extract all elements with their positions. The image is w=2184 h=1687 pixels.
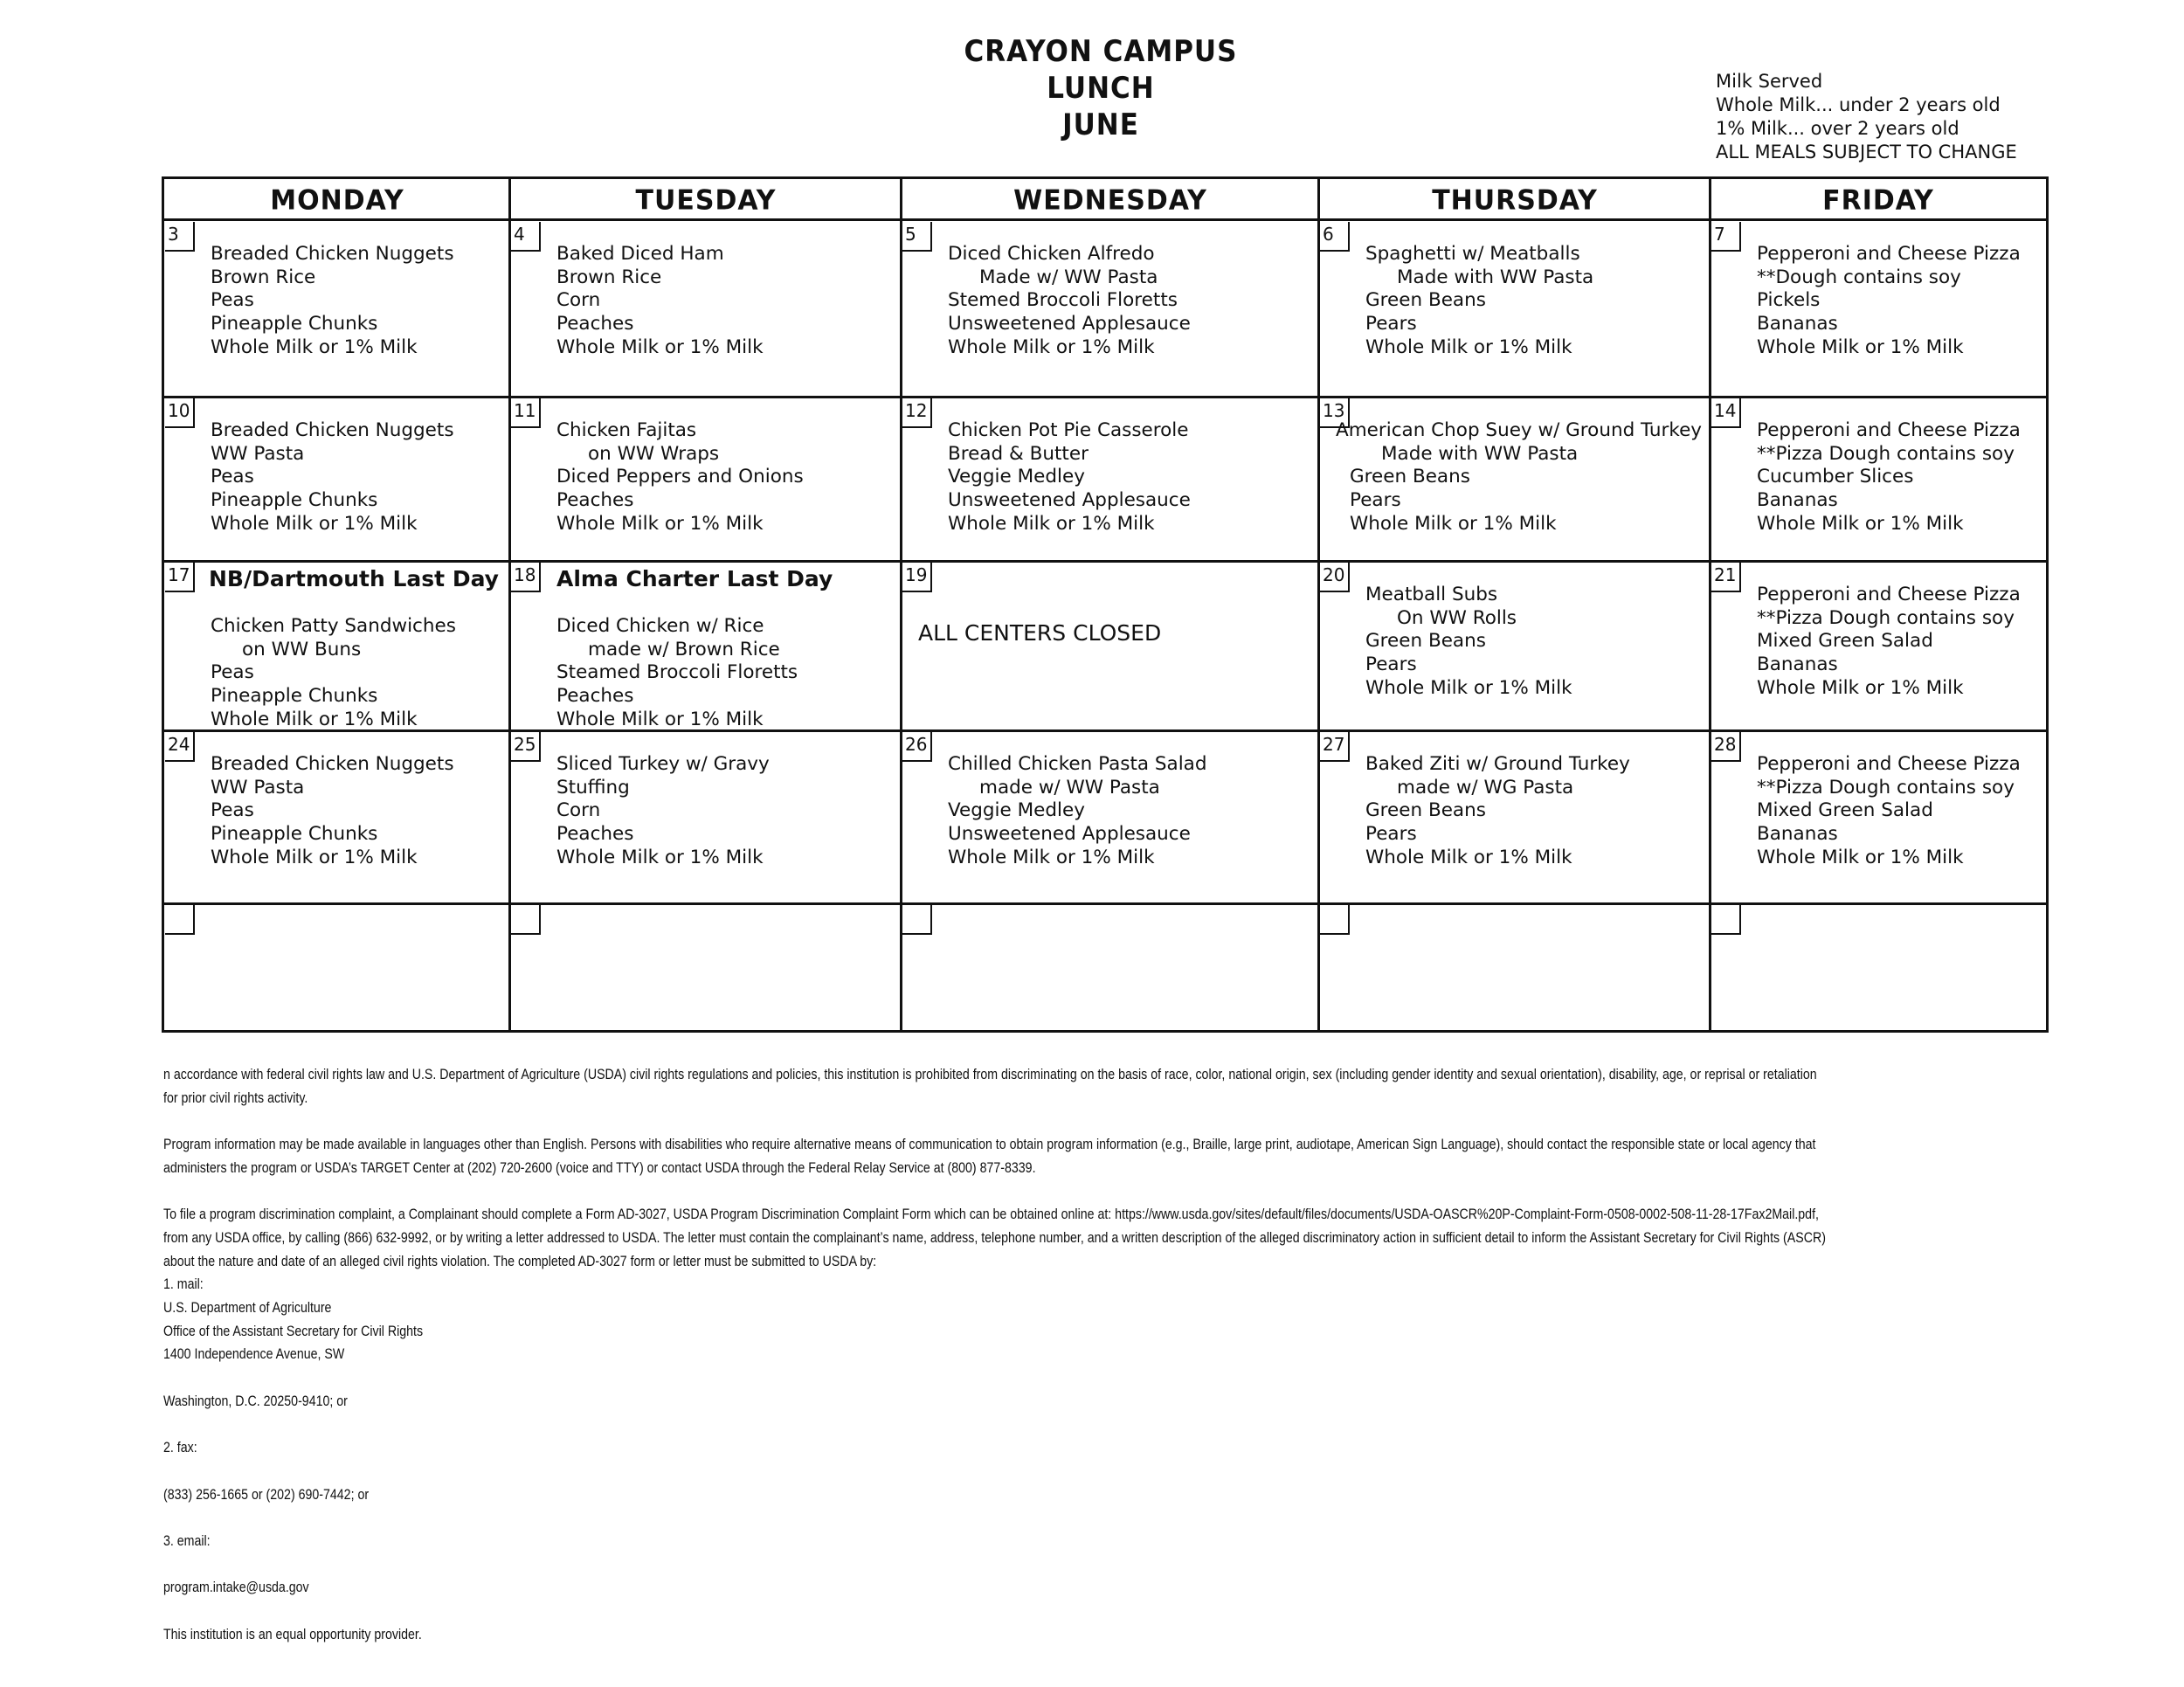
legal-line: from any USDA office, by calling (866) 632-9992, or by writing a letter addressed to USDA. The letter must contain the complainant’s name, address, telephone number, and a written description of the alleged discriminatory action in sufficient detail to inform the Assistant Secretary for Civil Rights (ASCR) <box>163 1229 1826 1246</box>
date-number: 19 <box>902 563 932 592</box>
weekday-header-friday: FRIDAY <box>1822 183 1934 217</box>
menu-item: Made with WW Pasta <box>1397 266 1594 288</box>
date-number <box>1711 905 1741 935</box>
day-cell <box>511 398 901 561</box>
last-day-note: Alma Charter Last Day <box>556 566 833 591</box>
menu-item: **Pizza Dough contains soy <box>1757 442 2015 465</box>
menu-item: Peaches <box>556 313 634 335</box>
menu-item: Chilled Chicken Pasta Salad <box>948 753 1207 775</box>
menu-item: Pears <box>1365 653 1417 676</box>
menu-item: Stemed Broccoli Floretts <box>948 289 1178 312</box>
menu-item: Pepperoni and Cheese Pizza <box>1757 584 2021 605</box>
day-cell <box>902 563 1318 730</box>
menu-item: Peaches <box>556 489 634 512</box>
menu-item: Meatball Subs <box>1365 584 1498 605</box>
menu-item: Unsweetened Applesauce <box>948 823 1191 846</box>
day-cell <box>1711 222 2045 397</box>
menu-list <box>1757 753 2021 870</box>
menu-item: Pears <box>1365 823 1417 846</box>
menu-item: Whole Milk or 1% Milk <box>1350 512 1557 535</box>
day-cell <box>511 732 901 903</box>
menu-item: Green Beans <box>1365 630 1486 653</box>
menu-item: Whole Milk or 1% Milk <box>556 335 764 358</box>
day-cell <box>902 905 1318 1029</box>
day-cell <box>165 732 509 903</box>
menu-list <box>556 243 764 360</box>
menu-item: Bananas <box>1757 823 1838 846</box>
date-number: 26 <box>902 732 932 762</box>
day-cell <box>165 905 509 1029</box>
day-cell <box>902 398 1318 561</box>
menu-item: WW Pasta <box>211 776 305 799</box>
legal-line: administers the program or USDA’s TARGET Center at (202) 720-2600 (voice and TTY) or contact USDA through the Federal Relay Service at (800) 877-8339. <box>163 1159 1036 1176</box>
milk-info-heading: Milk Served <box>1716 71 1823 92</box>
menu-list <box>1365 243 1593 360</box>
menu-item: Unsweetened Applesauce <box>948 313 1191 335</box>
legal-mail-city: Washington, D.C. 20250-9410; or <box>163 1393 348 1409</box>
day-cell <box>1711 563 2045 730</box>
menu-item: Brown Rice <box>556 266 662 288</box>
menu-list <box>948 753 1207 870</box>
last-day-note: NB/Dartmouth Last Day <box>209 566 499 591</box>
title-line-meal: LUNCH <box>1047 71 1155 106</box>
legal-line: U.S. Department of Agriculture <box>163 1300 332 1316</box>
legal-line: n accordance with federal civil rights law and U.S. Department of Agriculture (USDA) civil rights regulations and policies, this institution is prohibited from discriminating on the basis of race, color, national origin, sex (including gender identity and sexual orientation), disability, age, or reprisal or retaliation <box>163 1067 1817 1082</box>
menu-item: Breaded Chicken Nuggets <box>211 243 454 265</box>
menu-item: Whole Milk or 1% Milk <box>556 708 764 730</box>
menu-list <box>556 753 770 870</box>
menu-item: Chicken Patty Sandwiches <box>211 615 456 637</box>
day-cell <box>1320 222 1710 397</box>
date-number: 12 <box>902 398 932 428</box>
date-number <box>511 905 541 935</box>
menu-item: on WW Buns <box>242 638 362 660</box>
legal-fax-numbers: (833) 256-1665 or (202) 690-7442; or <box>163 1486 370 1503</box>
date-number: 20 <box>1320 563 1350 592</box>
date-number: 14 <box>1711 398 1741 428</box>
day-cell <box>165 398 509 561</box>
weekday-header-row <box>164 179 2046 221</box>
menu-item: Chicken Pot Pie Casserole <box>948 419 1189 441</box>
milk-info-whole: Whole Milk... under 2 years old <box>1716 94 2001 115</box>
menu-item: Breaded Chicken Nuggets <box>211 419 454 441</box>
menu-item: Peaches <box>556 823 634 846</box>
day-cell <box>511 222 901 397</box>
legal-line: for prior civil rights activity. <box>163 1089 308 1106</box>
menu-item: Pineapple Chunks <box>211 313 378 335</box>
date-number: 18 <box>511 563 541 592</box>
menu-item: Whole Milk or 1% Milk <box>1365 335 1572 358</box>
menu-item: Baked Diced Ham <box>556 243 724 265</box>
menu-list <box>1336 419 1703 536</box>
menu-item: Peas <box>211 799 254 822</box>
menu-item: Steamed Broccoli Floretts <box>556 661 798 684</box>
date-number: 4 <box>511 222 541 252</box>
legal-line: To file a program discrimination complaint, a Complainant should complete a Form AD-3027, USDA Program Discrimination Complaint Form which can be obtained online at: https://www.usda.gov/sites/default/files/documents/USDA-OASCR%20P-Complaint-Form-0508-0002-508-11-28-17Fax2Mail.pdf, <box>163 1206 1819 1223</box>
menu-item: Cucumber Slices <box>1757 466 1914 488</box>
date-number: 3 <box>165 222 195 252</box>
day-cell <box>902 732 1318 903</box>
day-cell <box>165 563 509 730</box>
menu-item: On WW Rolls <box>1397 606 1517 629</box>
legal-email-label: 3. email: <box>163 1532 211 1549</box>
menu-item: Peaches <box>556 685 634 708</box>
weekday-header-monday: MONDAY <box>270 183 404 217</box>
menu-item: Made w/ WW Pasta <box>979 266 1158 288</box>
menu-list <box>211 615 456 732</box>
menu-item: Peas <box>211 466 254 488</box>
date-number: 27 <box>1320 732 1350 762</box>
menu-item: Whole Milk or 1% Milk <box>211 708 418 730</box>
menu-item: WW Pasta <box>211 442 305 465</box>
day-cell <box>1320 905 1710 1029</box>
menu-item: Diced Chicken w/ Rice <box>556 615 764 637</box>
date-number: 7 <box>1711 222 1741 252</box>
menu-item: Green Beans <box>1365 799 1486 822</box>
menu-item: Brown Rice <box>211 266 316 288</box>
menu-item: **Pizza Dough contains soy <box>1757 606 2015 629</box>
menu-item: Baked Ziti w/ Ground Turkey <box>1365 753 1630 775</box>
date-number: 11 <box>511 398 541 428</box>
date-number: 13 <box>1320 398 1350 428</box>
menu-list <box>948 419 1191 536</box>
menu-item: Bananas <box>1757 653 1838 676</box>
day-cell <box>1320 732 1710 903</box>
menu-item: Peas <box>211 289 254 312</box>
menu-list <box>211 419 454 536</box>
menu-item: made w/ Brown Rice <box>588 638 780 660</box>
menu-item: Bananas <box>1757 313 1838 335</box>
menu-item: Corn <box>556 289 601 312</box>
menu-list <box>211 243 454 360</box>
menu-item: Whole Milk or 1% Milk <box>948 335 1155 358</box>
date-number: 6 <box>1320 222 1350 252</box>
menu-item: Veggie Medley <box>948 466 1085 488</box>
menu-list <box>1365 753 1630 870</box>
date-number <box>165 905 195 935</box>
weekday-header-wednesday: WEDNESDAY <box>1013 183 1207 217</box>
menu-item: Whole Milk or 1% Milk <box>1757 335 1964 358</box>
legal-closing: This institution is an equal opportunity provider. <box>163 1626 422 1642</box>
date-number: 21 <box>1711 563 1741 592</box>
menu-item: Chicken Fajitas <box>556 419 697 441</box>
menu-item: Pineapple Chunks <box>211 489 378 512</box>
day-cell <box>511 563 901 730</box>
menu-item: Mixed Green Salad <box>1757 630 1933 653</box>
day-cell <box>165 222 509 397</box>
milk-info-disclaimer: ALL MEALS SUBJECT TO CHANGE <box>1716 142 2017 162</box>
legal-line: about the nature and date of an alleged civil rights violation. The completed AD-3027 form or letter must be submitted to USDA by: <box>163 1253 877 1269</box>
milk-info <box>1716 70 2017 164</box>
menu-item: Whole Milk or 1% Milk <box>211 846 418 868</box>
legal-email-address: program.intake@usda.gov <box>163 1580 309 1596</box>
menu-item: Veggie Medley <box>948 799 1085 822</box>
date-number: 10 <box>165 398 195 428</box>
menu-item: Green Beans <box>1350 466 1470 488</box>
menu-item: Pears <box>1350 489 1401 512</box>
menu-list <box>1757 419 2021 536</box>
weekday-header-thursday: THURSDAY <box>1432 183 1598 217</box>
milk-info-one-percent: 1% Milk... over 2 years old <box>1716 118 1959 139</box>
menu-item: Whole Milk or 1% Milk <box>948 846 1155 868</box>
menu-item: Mixed Green Salad <box>1757 799 1933 822</box>
menu-item: Pepperoni and Cheese Pizza <box>1757 419 2021 441</box>
weekday-header-tuesday: TUESDAY <box>635 183 777 217</box>
legal-line: Office of the Assistant Secretary for Civil Rights <box>163 1323 424 1339</box>
menu-item: Whole Milk or 1% Milk <box>1757 512 1964 535</box>
day-cell <box>1320 398 1710 561</box>
menu-item: Pepperoni and Cheese Pizza <box>1757 753 2021 775</box>
menu-item: Spaghetti w/ Meatballs <box>1365 243 1580 265</box>
menu-item: Pineapple Chunks <box>211 823 378 846</box>
menu-list <box>556 419 804 536</box>
menu-item: **Dough contains soy <box>1757 266 1961 288</box>
date-number: 25 <box>511 732 541 762</box>
date-number <box>902 905 932 935</box>
day-cell <box>511 905 901 1029</box>
menu-list <box>1365 584 1572 701</box>
closed-notice: ALL CENTERS CLOSED <box>918 620 1162 646</box>
menu-item: **Pizza Dough contains soy <box>1757 776 2015 799</box>
title-line-month: JUNE <box>1062 107 1139 142</box>
menu-item: Pickels <box>1757 289 1821 312</box>
menu-item: on WW Wraps <box>588 442 720 465</box>
menu-list <box>211 753 454 870</box>
menu-item: Stuffing <box>556 776 630 799</box>
date-number: 5 <box>902 222 932 252</box>
menu-item: Whole Milk or 1% Milk <box>211 512 418 535</box>
title-line-school: CRAYON CAMPUS <box>964 34 1238 69</box>
menu-item: Bread & Butter <box>948 442 1089 465</box>
menu-item: Pepperoni and Cheese Pizza <box>1757 243 2021 265</box>
menu-calendar <box>162 176 2049 1033</box>
menu-item: Diced Peppers and Onions <box>556 466 804 488</box>
legal-fax-label: 2. fax: <box>163 1440 197 1456</box>
menu-item: Sliced Turkey w/ Gravy <box>556 753 770 775</box>
menu-title <box>874 33 1328 143</box>
menu-list <box>1757 584 2021 701</box>
menu-item: Bananas <box>1757 489 1838 512</box>
menu-item: Whole Milk or 1% Milk <box>1365 846 1572 868</box>
date-number <box>1320 905 1350 935</box>
menu-item: Whole Milk or 1% Milk <box>556 512 764 535</box>
menu-item: Pears <box>1365 313 1417 335</box>
menu-item: Pineapple Chunks <box>211 685 378 708</box>
menu-list <box>1757 243 2021 360</box>
menu-list <box>948 243 1191 360</box>
menu-item: Corn <box>556 799 601 822</box>
menu-item: Whole Milk or 1% Milk <box>556 846 764 868</box>
menu-item: Whole Milk or 1% Milk <box>1365 676 1572 699</box>
menu-item: American Chop Suey w/ Ground Turkey <box>1336 419 1703 441</box>
menu-item: made w/ WW Pasta <box>979 776 1160 799</box>
day-cell <box>1320 563 1710 730</box>
date-number: 17 <box>165 563 195 592</box>
menu-item: Green Beans <box>1365 289 1486 312</box>
menu-item: Whole Milk or 1% Milk <box>1757 676 1964 699</box>
day-cell <box>902 222 1318 397</box>
menu-item: Whole Milk or 1% Milk <box>211 335 418 358</box>
menu-item: Made with WW Pasta <box>1381 442 1579 465</box>
date-number: 28 <box>1711 732 1741 762</box>
day-cell <box>1711 905 2045 1029</box>
date-number: 24 <box>165 732 195 762</box>
day-cell <box>1711 732 2045 903</box>
menu-list <box>556 615 798 732</box>
legal-line: 1400 Independence Avenue, SW <box>163 1346 345 1363</box>
menu-item: Whole Milk or 1% Milk <box>948 512 1155 535</box>
menu-item: Diced Chicken Alfredo <box>948 243 1155 265</box>
day-cell <box>1711 398 2045 561</box>
menu-item: Whole Milk or 1% Milk <box>1757 846 1964 868</box>
menu-item: Unsweetened Applesauce <box>948 489 1191 512</box>
menu-item: Breaded Chicken Nuggets <box>211 753 454 775</box>
menu-item: made w/ WG Pasta <box>1397 776 1574 799</box>
menu-item: Peas <box>211 661 254 684</box>
legal-line: 1. mail: <box>163 1276 204 1293</box>
nondiscrimination-statement <box>163 1063 2042 1646</box>
legal-line: Program information may be made available in languages other than English. Persons with disabilities who require alternative means of communication to obtain program information (e.g., Braille, large print, audiotape, American Sign Language), should contact the responsible state or local agency that <box>163 1137 1816 1153</box>
